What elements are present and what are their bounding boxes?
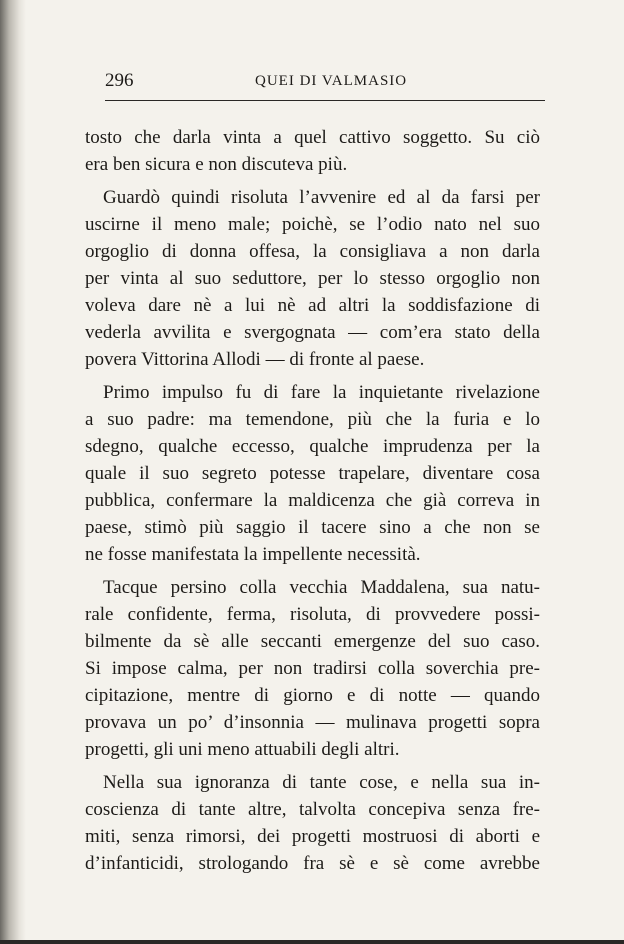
- text-line: vederla avvilita e svergognata — com’era stato della: [85, 322, 540, 343]
- text-line: sdegno, qualche eccesso, qualche imprudenza per la: [85, 436, 540, 457]
- paragraph: [85, 574, 540, 763]
- text-line: Nella sua ignoranza di tante cose, e nella sua in-: [103, 772, 540, 793]
- text-line: ne fosse manifestata la impellente necessità.: [85, 544, 421, 565]
- body-text: [85, 124, 540, 877]
- text-line: povera Vittorina Allodi — di fronte al paese.: [85, 349, 425, 370]
- running-head: [105, 66, 545, 96]
- text-line: bilmente da sè alle seccanti emergenze del suo caso.: [85, 631, 540, 652]
- text-line: per vinta al suo seduttore, per lo stesso orgoglio non: [85, 268, 540, 289]
- text-line: Tacque persino colla vecchia Maddalena, sua natu-: [103, 577, 540, 598]
- text-line: progetti, gli uni meno attuabili degli altri.: [85, 739, 400, 760]
- text-line: tosto che darla vinta a quel cattivo soggetto. Su ciò: [85, 127, 540, 148]
- book-binding-shadow: [0, 0, 26, 944]
- text-line: Guardò quindi risoluta l’avvenire ed al da farsi per: [103, 187, 540, 208]
- text-line: era ben sicura e non discuteva più.: [85, 154, 348, 175]
- text-line: voleva dare nè a lui nè ad altri la soddisfazione di: [85, 295, 540, 316]
- text-line: a suo padre: ma temendone, più che la furia e lo: [85, 409, 540, 430]
- header-rule: [105, 100, 545, 101]
- text-line: miti, senza rimorsi, dei progetti mostruosi di aborti e: [85, 826, 540, 847]
- text-line: quale il suo segreto potesse trapelare, diventare cosa: [85, 463, 540, 484]
- text-line: Primo impulso fu di fare la inquietante rivelazione: [103, 382, 540, 403]
- text-line: provava un po’ d’insonnia — mulinava progetti sopra: [85, 712, 540, 733]
- paragraph: [85, 379, 540, 568]
- paragraph: [85, 124, 540, 178]
- text-line: d’infanticidi, strologando fra sè e sè come avrebbe: [85, 853, 540, 874]
- text-line: coscienza di tante altre, talvolta concepiva senza fre-: [85, 799, 540, 820]
- paragraph: [85, 184, 540, 373]
- text-line: rale confidente, ferma, risoluta, di provvedere possi-: [85, 604, 540, 625]
- text-line: orgoglio di donna offesa, la consigliava a non darla: [85, 241, 540, 262]
- page-number: 296: [105, 70, 134, 91]
- page-bottom-edge: [0, 940, 624, 944]
- text-line: Si impose calma, per non tradirsi colla soverchia pre-: [85, 658, 540, 679]
- running-title: QUEI DI VALMASIO: [255, 73, 408, 89]
- paragraph: [85, 769, 540, 877]
- text-line: pubblica, confermare la maldicenza che già correva in: [85, 490, 540, 511]
- text-line: cipitazione, mentre di giorno e di notte — quando: [85, 685, 540, 706]
- text-line: paese, stimò più saggio il tacere sino a che non se: [85, 517, 540, 538]
- text-line: uscirne il meno male; poichè, se l’odio nato nel suo: [85, 214, 540, 235]
